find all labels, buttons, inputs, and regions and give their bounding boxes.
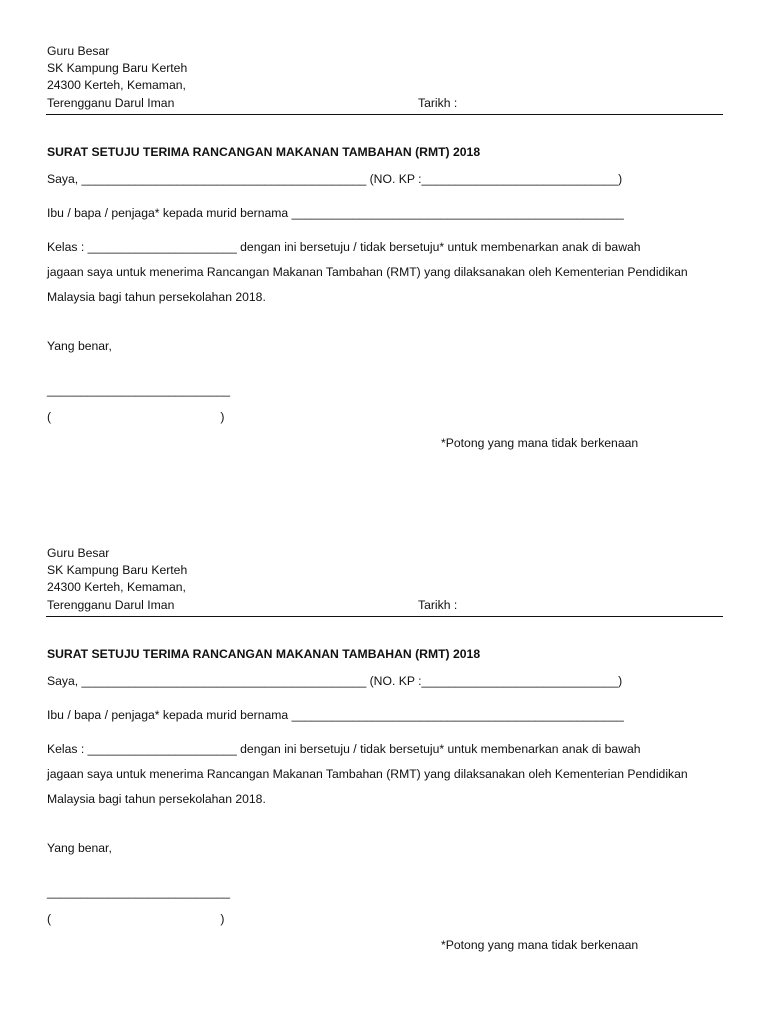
name-ic-line: Saya, __________________________________________ (NO. KP :_____________________________) (47, 674, 623, 688)
form-title: SURAT SETUJU TERIMA RANCANGAN MAKANAN TAMBAHAN (RMT) 2018 (47, 145, 481, 159)
address-line-1: Guru Besar (47, 546, 110, 560)
signature-line: ___________________________ (47, 383, 231, 397)
form-title: SURAT SETUJU TERIMA RANCANGAN MAKANAN TAMBAHAN (RMT) 2018 (47, 647, 481, 661)
name-brackets: ( ) (47, 912, 225, 926)
address-line-1: Guru Besar (47, 44, 110, 58)
address-line-2: SK Kampung Baru Kerteh (47, 563, 188, 577)
consent-body-line-2: jagaan saya untuk menerima Rancangan Makanan Tambahan (RMT) yang dilaksanakan oleh Kementerian Pendidikan (47, 767, 688, 781)
footnote: *Potong yang mana tidak berkenaan (441, 938, 639, 952)
consent-body-line-2: jagaan saya untuk menerima Rancangan Makanan Tambahan (RMT) yang dilaksanakan oleh Kementerian Pendidikan (47, 265, 688, 279)
closing-text: Yang benar, (47, 841, 112, 855)
date-label: Tarikh : (418, 96, 458, 110)
footnote: *Potong yang mana tidak berkenaan (441, 436, 639, 450)
consent-body-line-3: Malaysia bagi tahun persekolahan 2018. (47, 792, 266, 806)
signature-line: ___________________________ (47, 885, 231, 899)
class-consent-line: Kelas : ______________________ dengan ini bersetuju / tidak bersetuju* untuk membenarkan anak di bawah (47, 240, 641, 254)
address-line-3: 24300 Kerteh, Kemaman, (47, 580, 186, 594)
parent-student-line: Ibu / bapa / penjaga* kepada murid bernama _________________________________________________ (47, 708, 624, 722)
parent-student-line: Ibu / bapa / penjaga* kepada murid bernama _________________________________________________ (47, 206, 624, 220)
address-line-4: Terengganu Darul Iman (47, 598, 175, 612)
address-line-4: Terengganu Darul Iman (47, 96, 175, 110)
address-line-2: SK Kampung Baru Kerteh (47, 61, 188, 75)
header-divider (46, 616, 723, 617)
name-ic-line: Saya, __________________________________________ (NO. KP :_____________________________) (47, 172, 623, 186)
consent-form-1 (0, 0, 768, 500)
closing-text: Yang benar, (47, 339, 112, 353)
consent-form-2 (0, 502, 768, 1002)
header-divider (46, 114, 723, 115)
consent-body-line-3: Malaysia bagi tahun persekolahan 2018. (47, 290, 266, 304)
class-consent-line: Kelas : ______________________ dengan ini bersetuju / tidak bersetuju* untuk membenarkan anak di bawah (47, 742, 641, 756)
date-label: Tarikh : (418, 598, 458, 612)
address-line-3: 24300 Kerteh, Kemaman, (47, 78, 186, 92)
name-brackets: ( ) (47, 410, 225, 424)
